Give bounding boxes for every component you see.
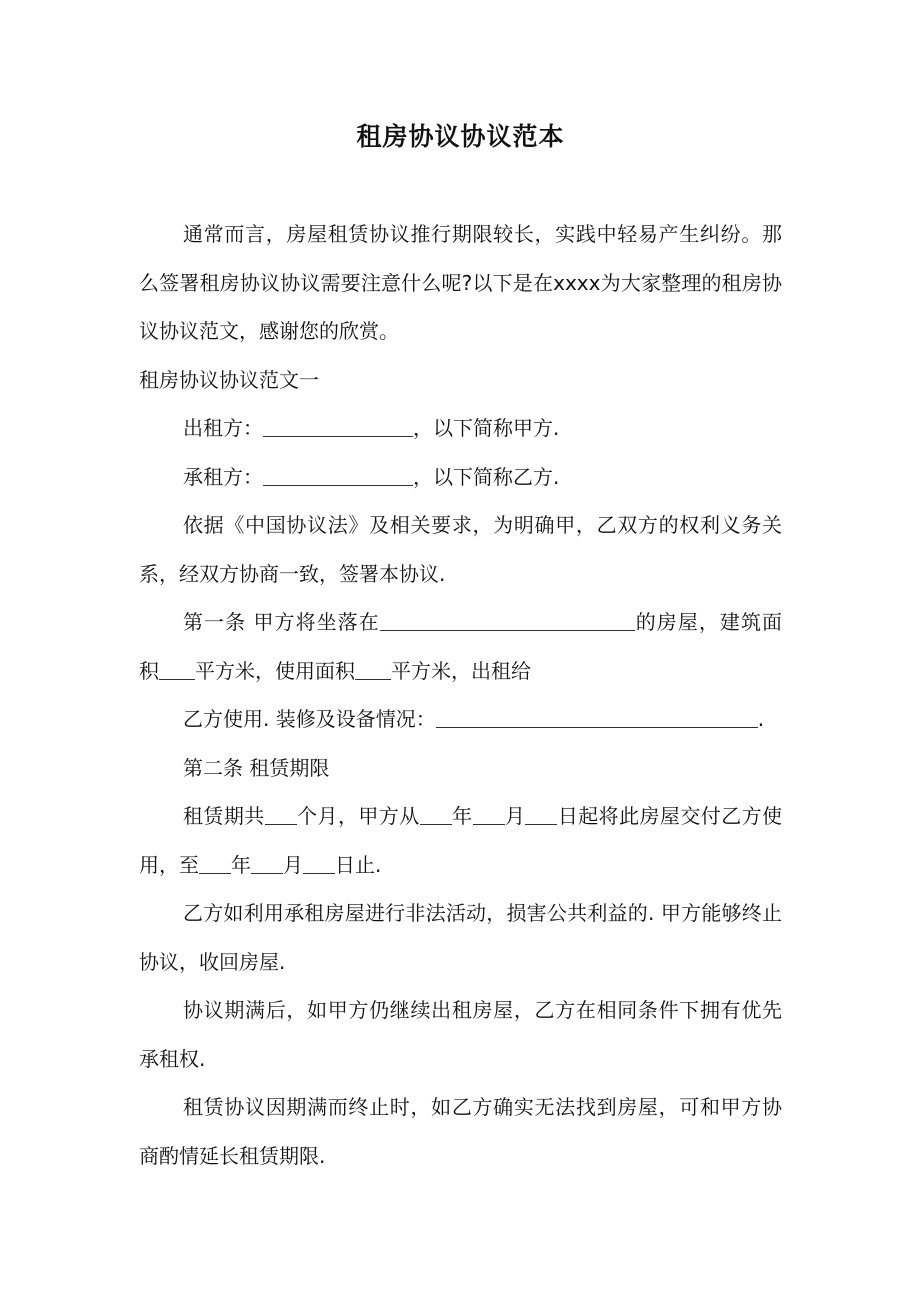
- equipment-label: 乙方使用. 装修及设备情况：: [183, 707, 436, 731]
- lessee-suffix: ，以下简称乙方.: [413, 464, 560, 489]
- end-year-blank: [199, 852, 231, 874]
- lessor-label: 出租方：: [183, 416, 263, 440]
- document-title: 租房协议协议范本: [356, 122, 565, 151]
- article-1-part-3: 平方米，使用面积: [195, 658, 355, 683]
- lessor-line: [139, 404, 782, 453]
- term-text-8: 日止.: [335, 852, 382, 877]
- basis-paragraph: 依据《中国协议法》及相关要求，为明确甲，乙双方的权利义务关系，经双方协商一致，签署本协议.: [139, 513, 782, 586]
- months-blank: [265, 803, 297, 825]
- equipment-end: .: [757, 707, 765, 731]
- document-body: [139, 210, 782, 1180]
- lessee-line: [139, 453, 782, 502]
- article-2-heading: 第二条 租赁期限: [183, 755, 330, 780]
- term-text-4: 月: [504, 804, 526, 828]
- lessor-suffix: ，以下简称甲方.: [413, 416, 560, 440]
- term-text-2: 个月，甲方从: [296, 804, 420, 828]
- term-text-7: 月: [283, 852, 303, 877]
- article-1-part-2: 的房屋，建筑面积: [139, 610, 782, 683]
- term-paragraph: [139, 792, 782, 889]
- illegal-use-paragraph: 乙方如利用承租房屋进行非法活动，损害公共利益的. 甲方能够终止协议，收回房屋.: [139, 901, 782, 974]
- article-1-continuation: [139, 695, 782, 744]
- article-1-part-1: 第一条 甲方将坐落在: [183, 610, 380, 634]
- lessee-label: 承租方：: [183, 464, 263, 489]
- usable-area-blank: [355, 658, 391, 680]
- equipment-blank: [436, 706, 758, 728]
- location-blank: [380, 609, 635, 631]
- building-area-blank: [159, 658, 195, 680]
- lessee-blank: [263, 464, 413, 486]
- start-month-blank: [473, 803, 505, 825]
- article-1-part-4: 平方米，出租给: [391, 658, 531, 683]
- start-year-blank: [420, 803, 452, 825]
- end-day-blank: [303, 852, 335, 874]
- term-text-1: 租赁期共: [183, 804, 265, 828]
- priority-lease-paragraph: 协议期满后，如甲方仍继续出租房屋，乙方在相同条件下拥有优先承租权.: [139, 998, 782, 1071]
- end-month-blank: [251, 852, 283, 874]
- section-heading: 租房协议协议范文一: [139, 367, 319, 392]
- term-text-3: 年: [451, 804, 473, 828]
- intro-paragraph: 通常而言，房屋租赁协议推行期限较长，实践中轻易产生纠纷。那么签署租房协议协议需要注意什么呢?以下是在xxxx为大家整理的租房协议协议范文，感谢您的欣赏。: [139, 222, 782, 343]
- term-text-6: 年: [231, 852, 251, 877]
- article-1-paragraph: [139, 598, 782, 695]
- lessor-blank: [263, 415, 413, 437]
- term-text-5: 日起将此房屋交付乙方使用，至: [139, 804, 783, 877]
- extension-paragraph: 租赁协议因期满而终止时，如乙方确实无法找到房屋，可和甲方协商酌情延长租赁期限.: [139, 1095, 782, 1168]
- start-day-blank: [525, 803, 557, 825]
